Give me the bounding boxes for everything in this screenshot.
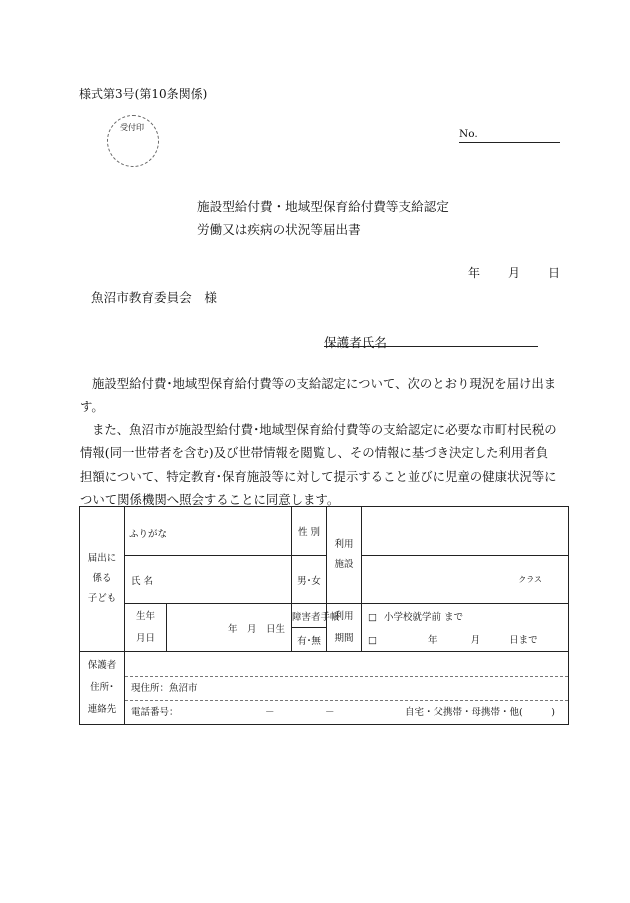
furigana-label: ふりがな (125, 507, 167, 556)
date-day: 日 (548, 266, 561, 280)
furigana-field[interactable] (167, 507, 292, 556)
phone-dash-1: － (265, 707, 275, 718)
facility-name-field[interactable] (362, 507, 569, 556)
facility-header: 利用 施設 (327, 507, 362, 604)
period-header: 利用 期間 (327, 604, 362, 652)
guardian-header: 保護者 住所･ 連絡先 (80, 652, 125, 725)
phone-row[interactable] (125, 701, 568, 724)
name-field[interactable] (167, 556, 292, 604)
class-field[interactable] (362, 556, 569, 604)
checkbox-icon[interactable]: □ (368, 635, 377, 647)
consent-paragraph-2: また、魚沼市が施設型給付費･地域型保育給付費等の支給認定に必要な市町村民税の情報(同一世帯者を含む)及び世帯情報を閲覧し、その情報に基づき決定した利用者負担額について、特定教育･保育施設等に対して提示すること並びに児童の健康状況等について関係機関へ照会することに同意します。 (80, 422, 557, 508)
period-option-date[interactable]: □ 年 月 日まで (362, 628, 569, 652)
name-label: 氏 名 (125, 556, 167, 604)
guardian-name-field[interactable] (324, 346, 538, 347)
guardian-blank-row[interactable] (125, 652, 568, 677)
checkbox-icon[interactable]: □ (368, 611, 377, 623)
reception-seal-label: 受付印 (120, 123, 144, 132)
form-number: 様式第3号(第10条関係) (79, 87, 208, 101)
document-number-label: No. (459, 128, 478, 140)
sex-options[interactable]: 男･女 (292, 556, 327, 604)
phone-label: 電話番号： (131, 707, 179, 718)
document-number-line (459, 142, 560, 143)
sex-label: 性 別 (292, 507, 327, 556)
disability-options[interactable]: 有･無 (292, 628, 327, 652)
phone-dash-2: － (325, 707, 335, 718)
address-row[interactable] (125, 677, 568, 701)
date-year: 年 (468, 266, 481, 280)
reception-seal (107, 115, 159, 167)
consent-paragraph-1: 施設型給付費･地域型保育給付費等の支給認定について、次のとおり現況を届け出ます。 (80, 376, 557, 415)
document-title-line1: 施設型給付費・地域型保育給付費等支給認定 (197, 199, 449, 214)
period-option-preschool[interactable]: □ 小学校就学前 まで (362, 604, 569, 628)
guardian-name-label: 保護者氏名 (324, 335, 387, 350)
notification-form-table (79, 506, 569, 725)
document-title-line2: 労働又は疾病の状況等届出書 (197, 222, 361, 237)
birth-date-field[interactable]: 年 月 日生 (167, 604, 292, 652)
birth-header: 生年 月日 (125, 604, 167, 652)
guardian-contact-cell (125, 652, 569, 725)
addressee: 魚沼市教育委員会 様 (91, 290, 217, 305)
address-label: 現住所：魚沼市 (131, 683, 198, 694)
class-label: クラス (518, 575, 542, 584)
disability-header: 障害者手帳 (292, 604, 327, 628)
phone-type-options[interactable]: 自宅・父携帯・母携帯・他( ) (405, 707, 555, 718)
date-month: 月 (508, 266, 521, 280)
child-header: 届出に 係る 子ども (80, 507, 125, 652)
